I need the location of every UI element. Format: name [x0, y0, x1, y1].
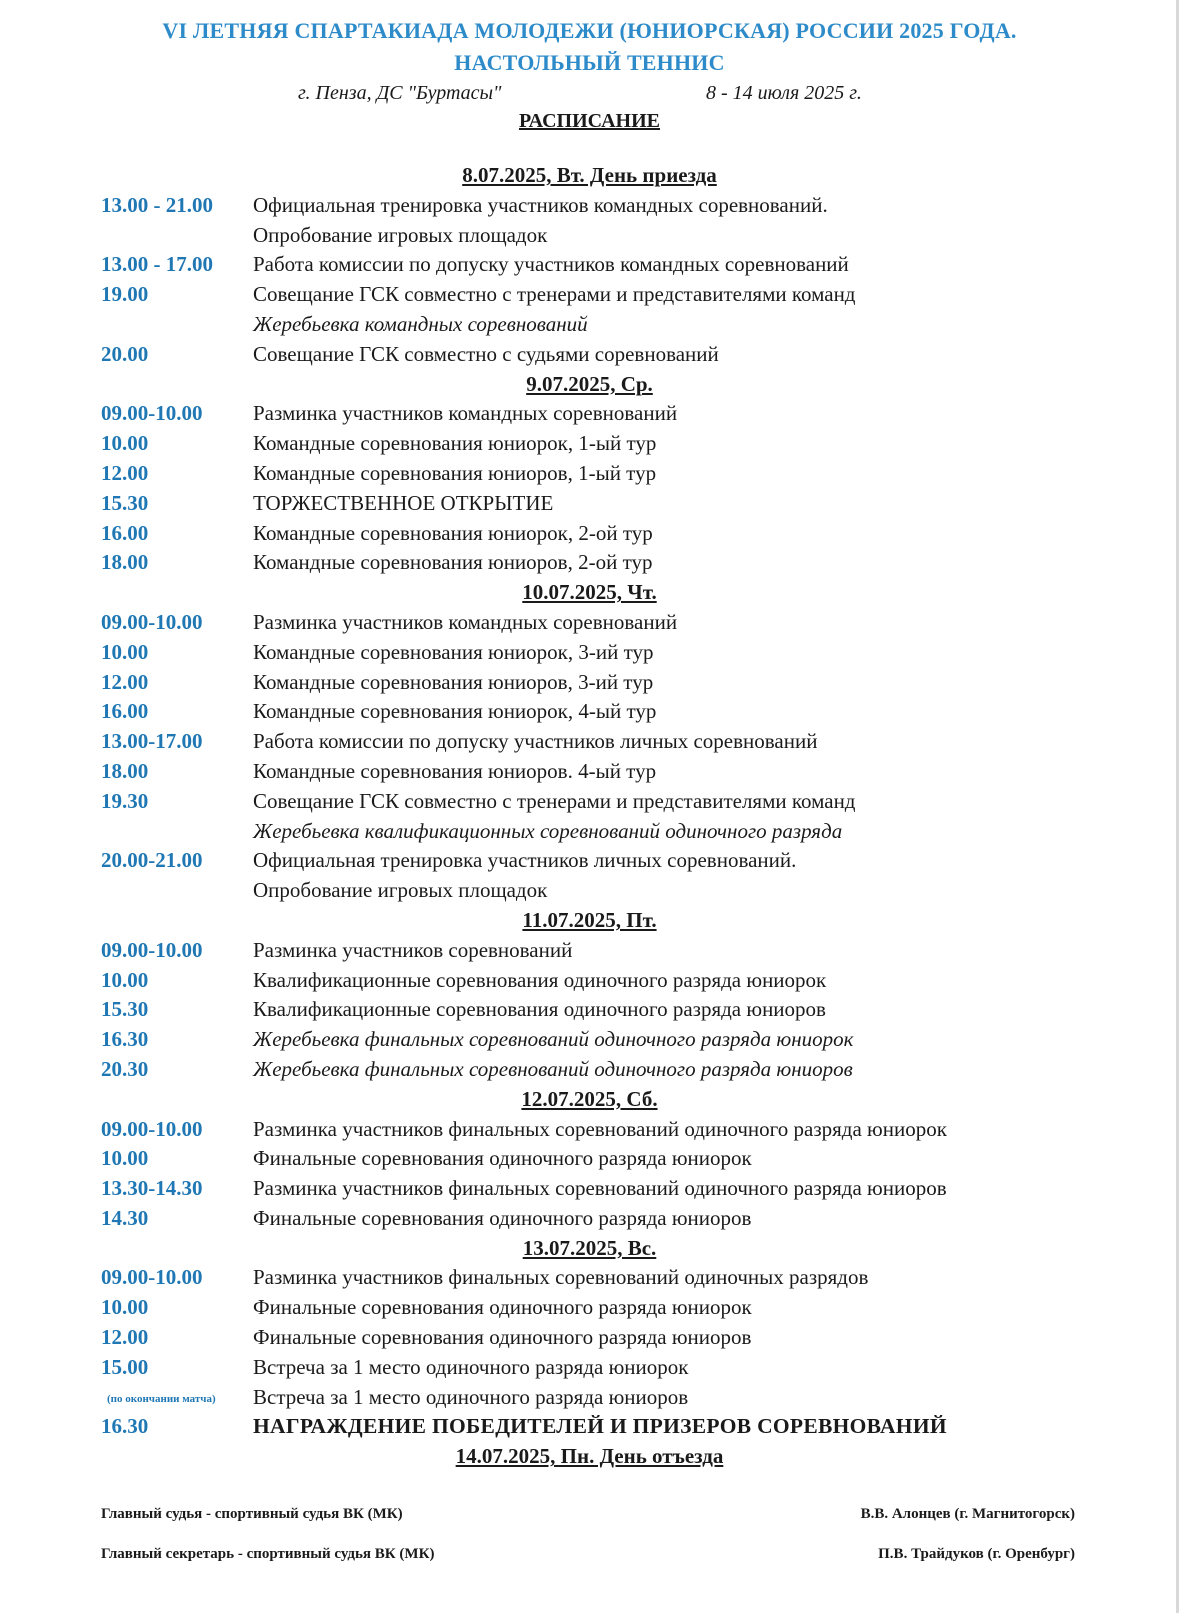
- event-time: 09.00-10.00: [101, 401, 203, 426]
- schedule-row: [0, 429, 1179, 459]
- day-label: 14.07.2025, Пн. День отъезда: [455, 1444, 724, 1469]
- event-time: 19.00: [101, 282, 149, 307]
- event-description: Работа комиссии по допуску участников командных соревнований: [253, 252, 849, 277]
- schedule-row: [0, 1144, 1179, 1174]
- schedule-row: [0, 608, 1179, 638]
- schedule-row: [0, 548, 1179, 578]
- event-description: Финальные соревнования одиночного разряда юниорок: [253, 1146, 752, 1171]
- schedule-row: [0, 668, 1179, 698]
- event-description: Финальные соревнования одиночного разряда юниорок: [253, 1295, 752, 1320]
- event-description: ТОРЖЕСТВЕННОЕ ОТКРЫТИЕ: [253, 490, 554, 515]
- event-description: Командные соревнования юниоров, 2-ой тур: [253, 550, 653, 575]
- event-description: Разминка участников командных соревнований: [253, 609, 678, 634]
- schedule-row: [0, 1383, 1179, 1413]
- schedule-row: [0, 1204, 1179, 1234]
- day-label: 8.07.2025, Вт. День приезда: [462, 163, 717, 187]
- schedule-row: [0, 1055, 1179, 1085]
- schedule-row: [0, 310, 1179, 340]
- event-time: 18.00: [101, 550, 149, 575]
- event-time: 15.00: [101, 1354, 149, 1379]
- event-time: 18.00: [101, 758, 149, 783]
- schedule-row: [0, 876, 1179, 906]
- schedule-row: [0, 1323, 1179, 1353]
- event-time: (по окончании матча): [107, 1392, 216, 1405]
- event-time: 16.30: [101, 1027, 149, 1052]
- event-dates: 8 - 14 июля 2025 г.: [706, 82, 862, 104]
- chief-secretary-name: П.В. Трайдуков (г. Оренбург): [878, 1546, 1075, 1562]
- event-description: Официальная тренировка участников командных соревнований.: [253, 192, 828, 217]
- day-label: 9.07.2025, Ср.: [526, 371, 653, 396]
- event-time: 20.00-21.00: [101, 848, 203, 873]
- event-time: 16.00: [101, 699, 149, 724]
- event-time: 15.30: [101, 997, 149, 1022]
- schedule-row: [0, 1174, 1179, 1204]
- event-time: 13.00-17.00: [101, 729, 203, 754]
- event-description: Жеребьевка командных соревнований: [253, 311, 588, 336]
- event-description: Официальная тренировка участников личных соревнований.: [253, 848, 797, 873]
- event-description: Разминка участников соревнований: [253, 937, 573, 962]
- event-time: 13.30-14.30: [101, 1176, 203, 1201]
- event-description: Работа комиссии по допуску участников личных соревнований: [253, 729, 818, 754]
- schedule-row: [0, 280, 1179, 310]
- event-description: Совещание ГСК совместно с судьями соревнований: [253, 341, 719, 366]
- schedule-row: [0, 1263, 1179, 1293]
- event-description: Опробование игровых площадок: [253, 878, 548, 903]
- event-description: НАГРАЖДЕНИЕ ПОБЕДИТЕЛЕЙ И ПРИЗЕРОВ СОРЕВНОВАНИЙ: [253, 1414, 947, 1439]
- event-time: 09.00-10.00: [101, 1265, 203, 1290]
- event-description: Финальные соревнования одиночного разряда юниоров: [253, 1325, 752, 1350]
- chief-judge-name: В.В. Алонцев (г. Магнитогорск): [860, 1506, 1075, 1522]
- event-time: 09.00-10.00: [101, 609, 203, 634]
- event-time: 16.30: [101, 1414, 149, 1439]
- schedule-row: [0, 1115, 1179, 1145]
- event-time: 12.00: [101, 460, 149, 485]
- schedule-row: [0, 459, 1179, 489]
- day-label: 13.07.2025, Вс.: [522, 1235, 657, 1260]
- event-description: Опробование игровых площадок: [253, 222, 548, 247]
- day-header: [0, 1234, 1179, 1264]
- event-time: 10.00: [101, 431, 149, 456]
- event-description: Разминка участников финальных соревнований одиночных разрядов: [253, 1265, 869, 1290]
- schedule-row: [0, 697, 1179, 727]
- event-time: 09.00-10.00: [101, 1116, 203, 1141]
- event-description: Жеребьевка финальных соревнований одиночного разряда юниоров: [253, 1056, 853, 1081]
- event-time: 20.00: [101, 341, 149, 366]
- event-description: Командные соревнования юниорок, 2-ой тур: [253, 520, 653, 545]
- schedule-row: [0, 638, 1179, 668]
- schedule-row: [0, 936, 1179, 966]
- event-time: 12.00: [101, 1325, 149, 1350]
- day-label: 12.07.2025, Сб.: [521, 1086, 658, 1111]
- event-description: Квалификационные соревнования одиночного разряда юниорок: [253, 967, 827, 992]
- event-time: 12.00: [101, 669, 149, 694]
- schedule-row: [0, 787, 1179, 817]
- day-label: 11.07.2025, Пт.: [522, 907, 657, 932]
- event-description: Встреча за 1 место одиночного разряда юниоров: [253, 1384, 689, 1409]
- event-description: Жеребьевка квалификационных соревнований одиночного разряда: [253, 818, 843, 843]
- chief-secretary-title: Главный секретарь - спортивный судья ВК (МК): [101, 1546, 435, 1562]
- event-time: 10.00: [101, 967, 149, 992]
- event-description: Командные соревнования юниорок, 3-ий тур: [253, 639, 654, 664]
- schedule-row: [0, 995, 1179, 1025]
- event-time: 09.00-10.00: [101, 937, 203, 962]
- event-description: Квалификационные соревнования одиночного разряда юниоров: [253, 997, 826, 1022]
- venue-location: г. Пенза, ДС "Буртасы": [298, 82, 502, 104]
- event-time: 15.30: [101, 490, 149, 515]
- event-time: 10.00: [101, 1295, 149, 1320]
- event-description: Командные соревнования юниоров, 3-ий тур: [253, 669, 654, 694]
- event-description: Командные соревнования юниоров. 4-ый тур: [253, 758, 657, 783]
- event-description: Финальные соревнования одиночного разряда юниоров: [253, 1205, 752, 1230]
- event-description: Разминка участников финальных соревнований одиночного разряда юниоров: [253, 1176, 947, 1201]
- schedule-row: [0, 1412, 1179, 1442]
- event-time: 16.00: [101, 520, 149, 545]
- schedule-row: [0, 757, 1179, 787]
- day-header: [0, 1085, 1179, 1115]
- event-description: Командные соревнования юниорок, 1-ый тур: [253, 431, 657, 456]
- event-description: Командные соревнования юниорок, 4-ый тур: [253, 699, 657, 724]
- schedule-list: [0, 161, 1179, 1472]
- schedule-row: [0, 966, 1179, 996]
- chief-judge-title: Главный судья - спортивный судья ВК (МК): [101, 1506, 403, 1522]
- document-subtitle: НАСТОЛЬНЫЙ ТЕННИС: [454, 50, 725, 75]
- event-time: 14.30: [101, 1205, 149, 1230]
- day-header: [0, 161, 1179, 191]
- event-description: Разминка участников финальных соревнований одиночного разряда юниорок: [253, 1116, 947, 1141]
- schedule-heading: РАСПИСАНИЕ: [518, 110, 660, 132]
- event-description: Жеребьевка финальных соревнований одиночного разряда юниорок: [253, 1027, 854, 1052]
- event-description: Командные соревнования юниоров, 1-ый тур: [253, 460, 657, 485]
- event-description: Совещание ГСК совместно с тренерами и представителями команд: [253, 788, 856, 813]
- event-time: 19.30: [101, 788, 149, 813]
- schedule-row: [0, 727, 1179, 757]
- schedule-row: [0, 817, 1179, 847]
- schedule-row: [0, 250, 1179, 280]
- day-header: [0, 578, 1179, 608]
- schedule-row: [0, 399, 1179, 429]
- event-description: Совещание ГСК совместно с тренерами и представителями команд: [253, 282, 856, 307]
- schedule-row: [0, 221, 1179, 251]
- schedule-row: [0, 519, 1179, 549]
- event-time: 13.00 - 17.00: [101, 252, 213, 277]
- schedule-row: [0, 1353, 1179, 1383]
- event-time: 10.00: [101, 639, 149, 664]
- event-time: 13.00 - 21.00: [101, 192, 213, 217]
- schedule-row: [0, 846, 1179, 876]
- day-header: [0, 370, 1179, 400]
- schedule-row: [0, 489, 1179, 519]
- schedule-row: [0, 1025, 1179, 1055]
- schedule-row: [0, 340, 1179, 370]
- event-time: 20.30: [101, 1056, 149, 1081]
- day-header: [0, 1442, 1179, 1472]
- event-time: 10.00: [101, 1146, 149, 1171]
- day-header: [0, 906, 1179, 936]
- event-description: Разминка участников командных соревнований: [253, 401, 678, 426]
- event-description: Встреча за 1 место одиночного разряда юниорок: [253, 1354, 689, 1379]
- document-title: VI ЛЕТНЯЯ СПАРТАКИАДА МОЛОДЕЖИ (ЮНИОРСКАЯ) РОССИИ 2025 ГОДА.: [162, 18, 1017, 43]
- schedule-row: [0, 1293, 1179, 1323]
- day-label: 10.07.2025, Чт.: [522, 580, 657, 605]
- schedule-row: [0, 191, 1179, 221]
